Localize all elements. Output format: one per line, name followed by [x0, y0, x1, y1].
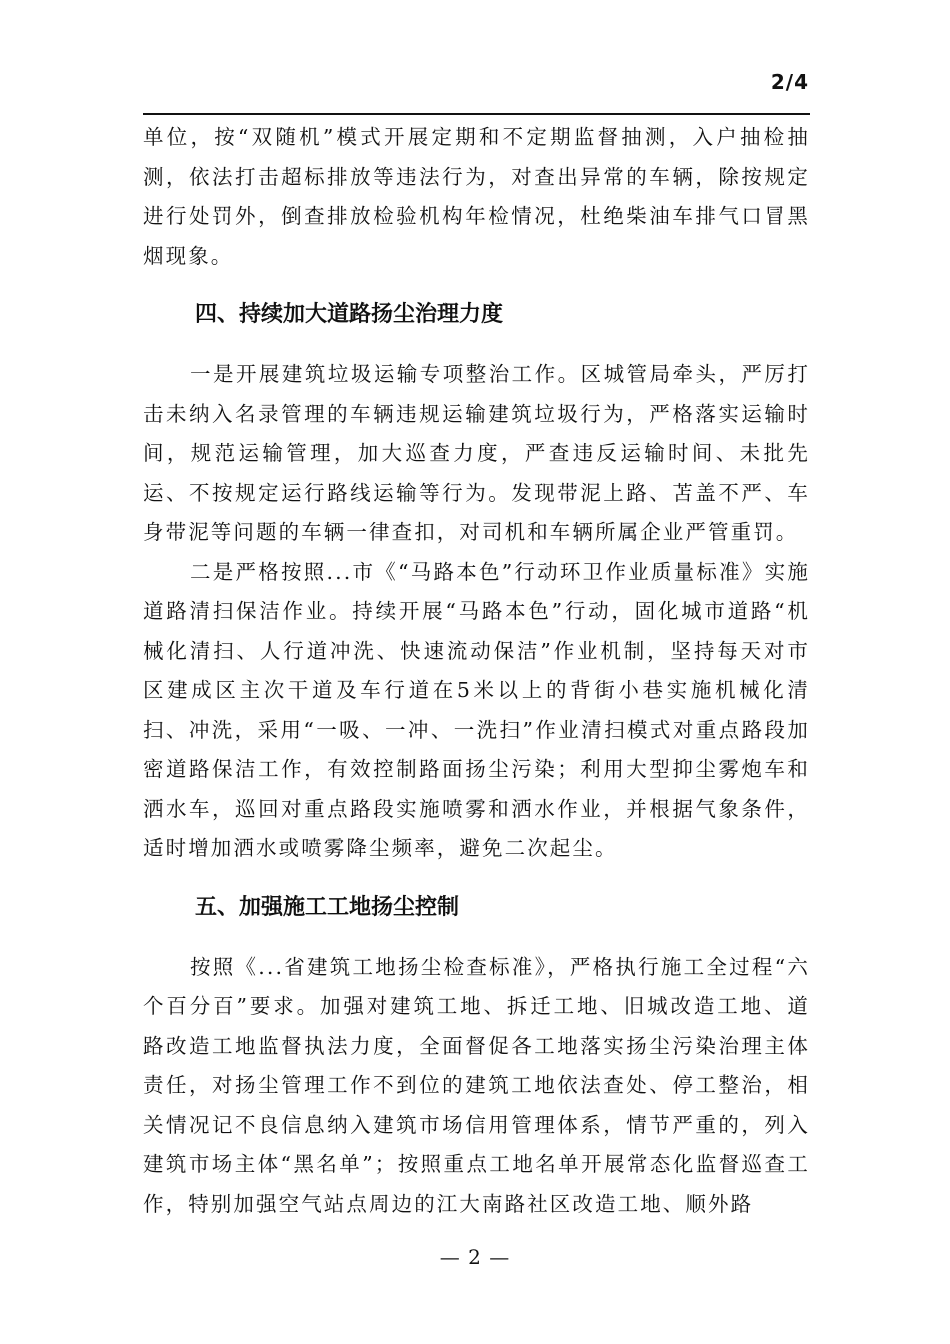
section-heading-4: 四、持续加大道路扬尘治理力度 — [195, 302, 504, 327]
document-body — [143, 118, 810, 1224]
paragraph-continued: 单位，按“双随机”模式开展定期和不定期监督抽测，入户抽检抽测，依法打击超标排放等违法行为，对查出异常的车辆，除按规定进行处罚外，倒查排放检验机构年检情况，杜绝柴油车排气口冒黑烟现象。 — [143, 125, 810, 268]
paragraph-construction-waste: 一是开展建筑垃圾运输专项整治工作。区城管局牵头，严厉打击未纳入名录管理的车辆违规运输建筑垃圾行为，严格落实运输时间，规范运输管理，加大巡查力度，严查违反运输时间、未批先运、不按规定运行路线运输等行为。发现带泥上路、苫盖不严、车身带泥等问题的车辆一律查扣，对司机和车辆所属企业严管重罚。 — [143, 362, 810, 544]
header-rule — [143, 113, 810, 115]
page-number: — 2 — — [439, 1245, 511, 1269]
section-heading-5: 五、加强施工工地扬尘控制 — [195, 894, 460, 920]
paragraph-construction-sites: 按照《...省建筑工地扬尘检查标准》，严格执行施工全过程“六个百分百”要求。加强对建筑工地、拆迁工地、旧城改造工地、道路改造工地监督执法力度，全面督促各工地落实扬尘污染治理主体责任，对扬尘管理工作不到位的建筑工地依法查处、停工整治，相关情况记不良信息纳入建筑市场信用管理体系，情节严重的，列入建筑市场主体“黑名单”；按照重点工地名单开展常态化监督巡查工作，特别加强空气站点周边的江大南路社区改造工地、顺外路 — [143, 954, 810, 1216]
paragraph-road-cleaning: 二是严格按照...市《“马路本色”行动环卫作业质量标准》实施道路清扫保洁作业。持续开展“马路本色”行动，固化城市道路“机械化清扫、人行道冲洗、快速流动保洁”作业机制，坚持每天对市区建成区主次干道及车行道在5米以上的背街小巷实施机械化清扫、冲洗，采用“一吸、一冲、一洗扫”作业清扫模式对重点路段加密道路保洁工作，有效控制路面扬尘污染；利用大型抑尘雾炮车和洒水车，巡回对重点路段实施喷雾和洒水作业，并根据气象条件，适时增加洒水或喷雾降尘频率，避免二次起尘。 — [143, 559, 810, 860]
page-counter: 2/4 — [770, 70, 809, 94]
